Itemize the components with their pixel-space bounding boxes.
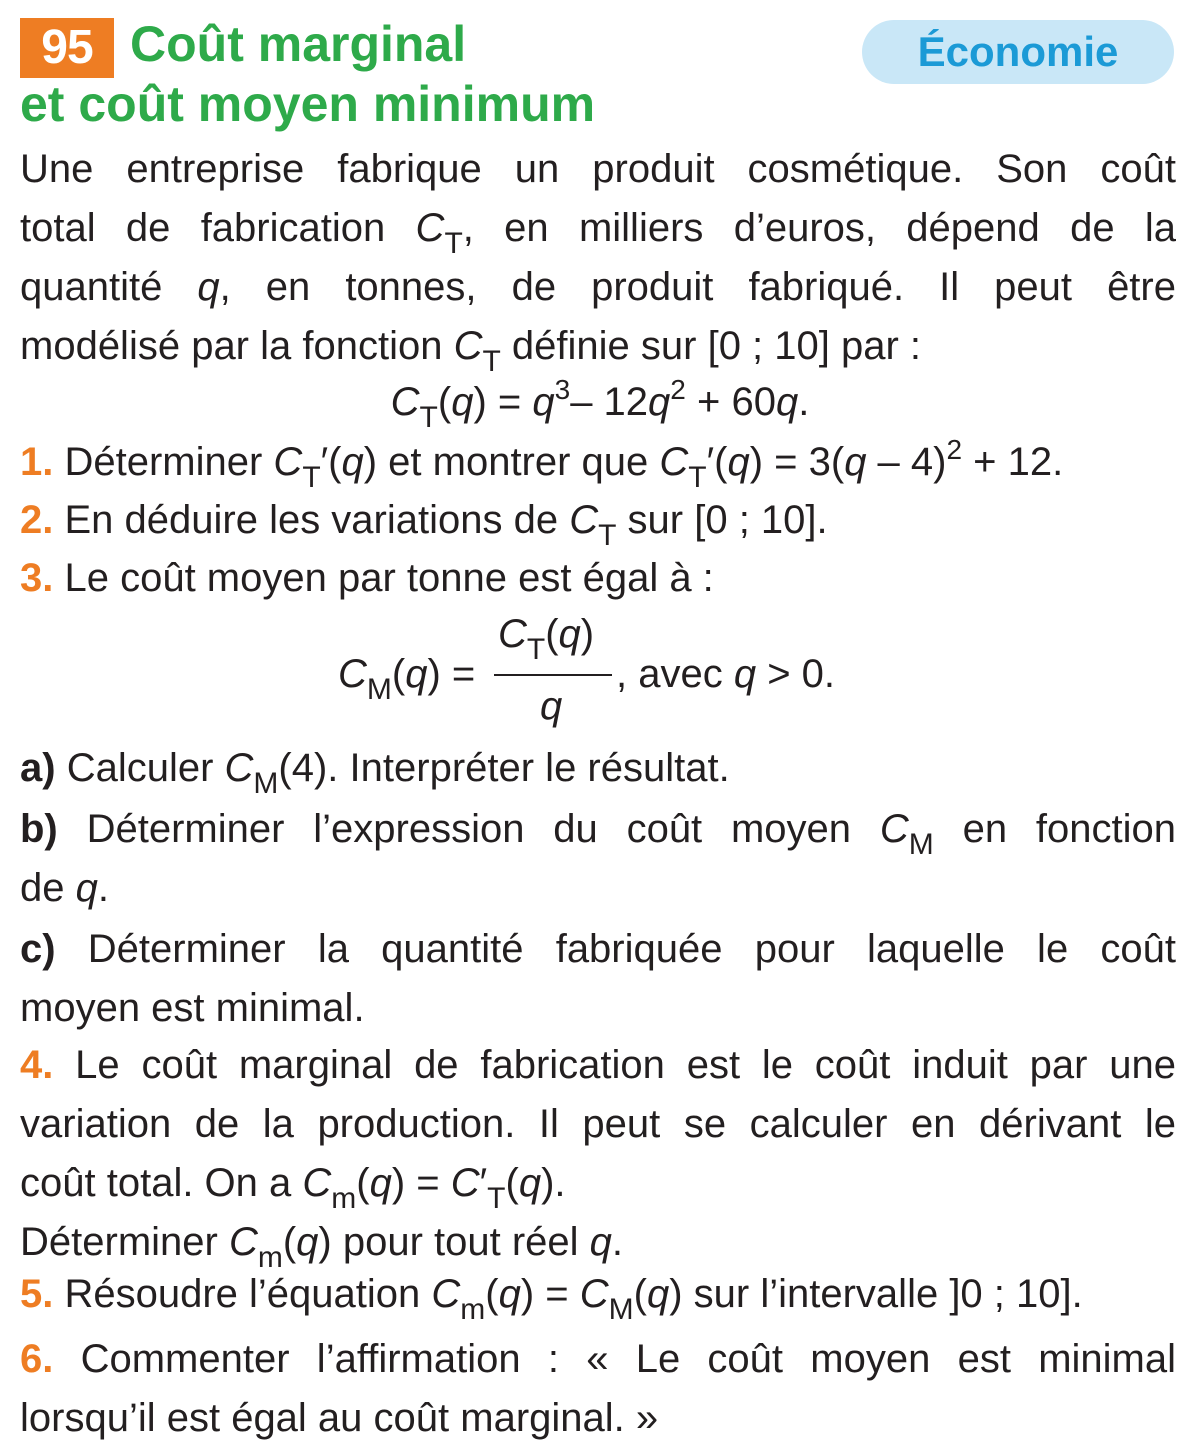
fraction-condition: , avec q > 0.: [616, 652, 836, 696]
question-3c: [20, 920, 1176, 1038]
formula-cm-fraction: [0, 612, 1200, 738]
question-4-line-3: coût total. On a $C_m(q) = C'_T(q)$.: [20, 1161, 566, 1215]
question-6-line-2: lorsqu’il est égal au coût marginal. »: [20, 1396, 659, 1440]
title-line-1: Coût marginal: [130, 16, 467, 72]
exercise-title: [20, 14, 840, 134]
formula-ct: $C_T(q) = q^3-$ $12q^2 + 60q$.: [390, 374, 810, 434]
question-4-line-1: 4. Le coût marginal de fabrication est le coût induit par une: [20, 1043, 1176, 1087]
question-3a: a) Calculer $C_M(4)$. Interpréter le résultat.: [20, 746, 730, 800]
question-4: [20, 1036, 1176, 1272]
question-1: 1. Déterminer $C_T'(q)$ et montrer que $C_T'(q) = 3(q - 4)^2 + 12$.: [20, 434, 1064, 494]
question-3c-line-2: moyen est minimal.: [20, 986, 365, 1030]
question-2: 2. En déduire les variations de $C_T$ sur [0 ; 10].: [20, 498, 828, 552]
intro-line-3: quantité q, en tonnes, de produit fabriqué. Il peut être: [20, 265, 1176, 309]
question-3b-line-1: b) Déterminer l’expression du coût moyen $C_M$ en fonction: [20, 807, 1176, 861]
topic-tag: Économie: [862, 20, 1174, 84]
intro-line-1: Une entreprise fabrique un produit cosmétique. Son coût: [20, 147, 1176, 191]
question-3b: [20, 800, 1176, 918]
intro-paragraph: [20, 140, 1176, 376]
question-6: [20, 1330, 1176, 1448]
fraction-denominator: q: [540, 684, 563, 728]
exercise-number-badge: 95: [20, 18, 114, 78]
fraction-lhs: $C_M(q)$ =: [338, 652, 476, 706]
question-3: 3. Le coût moyen par tonne est égal à :: [20, 556, 714, 600]
question-6-line-1: 6. Commenter l’affirmation : « Le coût moyen est minimal: [20, 1337, 1176, 1381]
fraction-bar: [494, 674, 612, 676]
fraction-numerator: $C_T(q)$: [498, 612, 595, 666]
question-4-line-4: Déterminer $C_m(q)$ pour tout réel q.: [20, 1220, 624, 1274]
question-3c-line-1: c) Déterminer la quantité fabriquée pour laquelle le coût: [20, 927, 1176, 971]
question-5: 5. Résoudre l’équation $C_m(q) = C_M(q)$ sur l’intervalle ]0 ; 10].: [20, 1272, 1083, 1326]
title-line-2: et coût moyen minimum: [20, 76, 596, 132]
question-4-line-2: variation de la production. Il peut se calculer en dérivant le: [20, 1102, 1176, 1146]
intro-line-2: total de fabrication $C_T$, en milliers d’euros, dépend de la: [20, 206, 1176, 260]
intro-line-4: modélisé par la fonction $C_T$ définie sur [0 ; 10] par :: [20, 324, 922, 378]
question-3b-line-2: de q.: [20, 866, 109, 910]
